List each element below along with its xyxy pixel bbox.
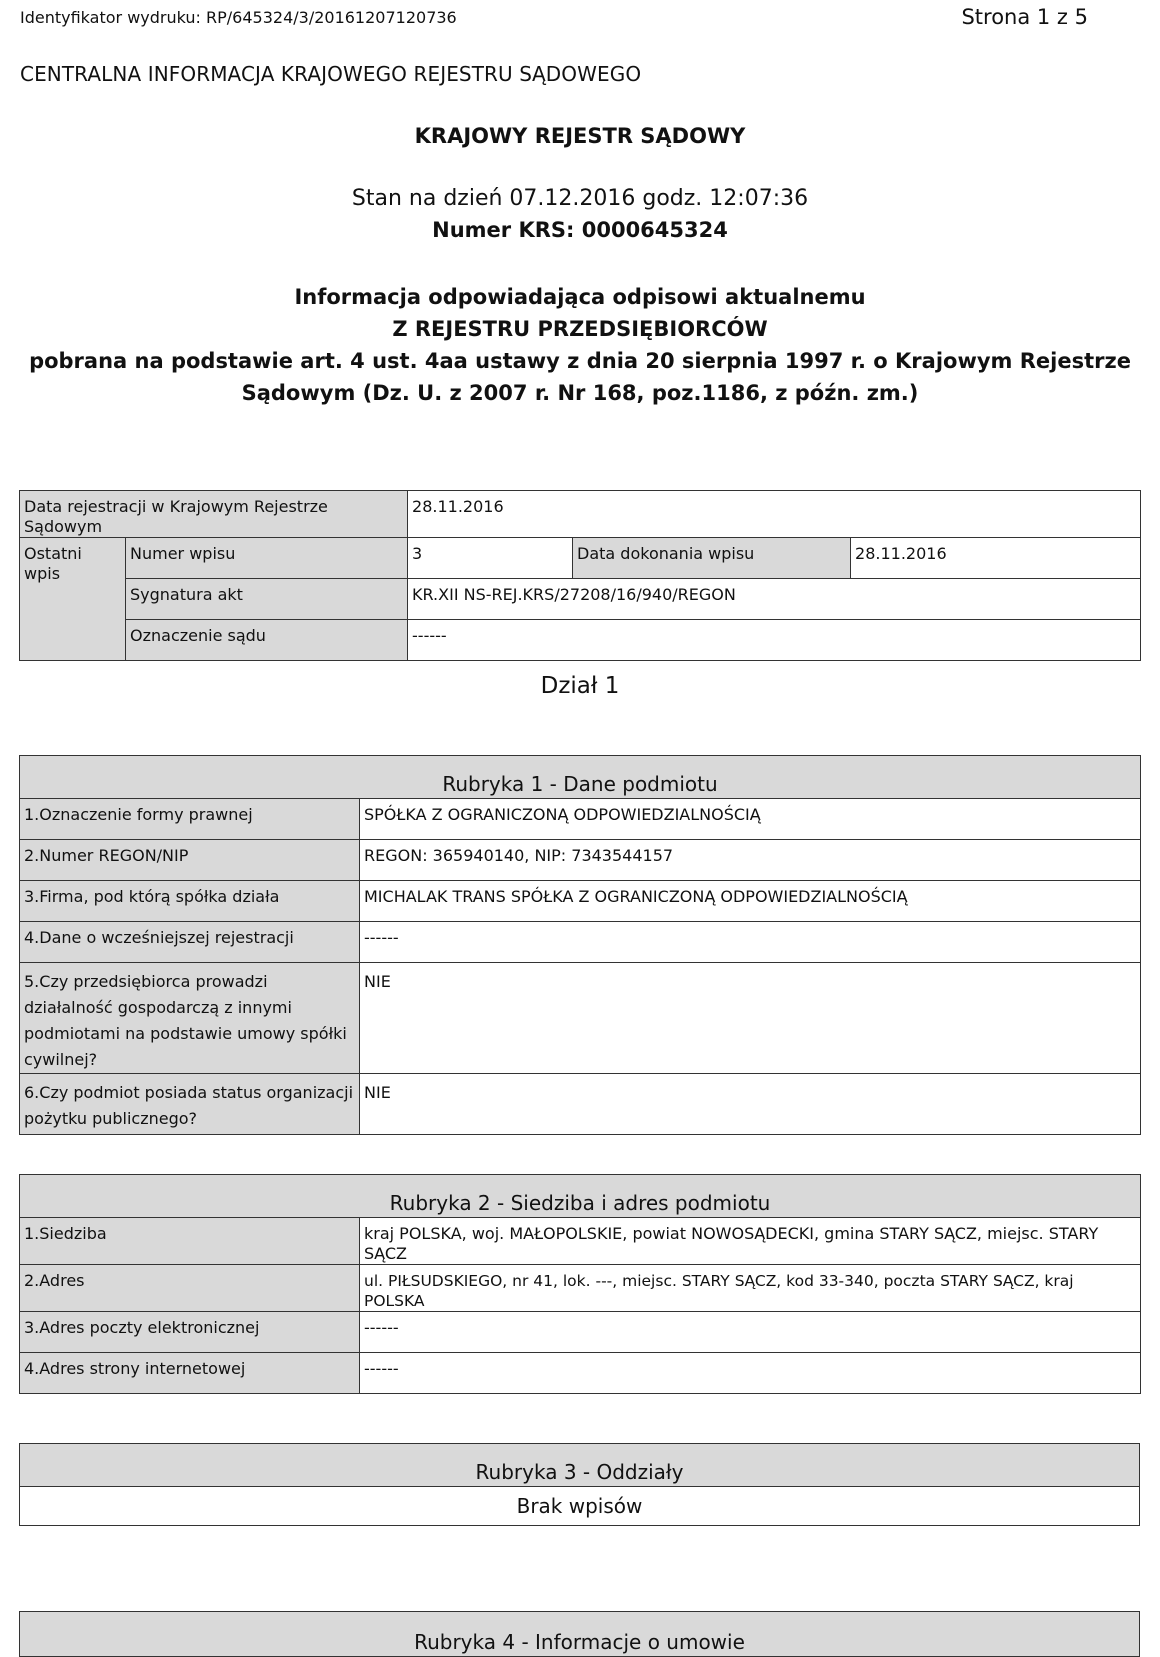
krs-number: Numer KRS: 0000645324 — [432, 218, 728, 242]
row-label: 3.Firma, pod którą spółka działa — [20, 881, 360, 922]
info-line: Informacja odpowiadająca odpisowi aktualnemu — [294, 285, 866, 309]
row-label: 3.Adres poczty elektronicznej — [20, 1312, 360, 1353]
info-line: pobrana na podstawie art. 4 ust. 4aa ustawy z dnia 20 sierpnia 1997 r. o Krajowym Rejestrze — [29, 349, 1131, 373]
info-line: Z REJESTRU PRZEDSIĘBIORCÓW — [392, 317, 768, 341]
row-value: NIE — [360, 963, 1141, 1074]
registration-date-label: Data rejestracji w Krajowym Rejestrze Sądowym — [20, 491, 408, 538]
page-number: Strona 1 z 5 — [961, 5, 1088, 29]
row-value: SPÓŁKA Z OGRANICZONĄ ODPOWIEDZIALNOŚCIĄ — [360, 799, 1141, 840]
info-block — [0, 281, 1160, 409]
rubryka-3-title: Rubryka 3 - Oddziały — [20, 1444, 1140, 1487]
row-value: ------ — [360, 1353, 1141, 1394]
state-date: Stan na dzień 07.12.2016 godz. 12:07:36 — [351, 186, 809, 211]
entry-number-label: Numer wpisu — [126, 538, 408, 579]
central-info-heading: CENTRALNA INFORMACJA KRAJOWEGO REJESTRU SĄDOWEGO — [20, 62, 642, 86]
row-label: 6.Czy podmiot posiada status organizacji pożytku publicznego? — [20, 1074, 360, 1135]
row-label: 2.Numer REGON/NIP — [20, 840, 360, 881]
entry-date-label: Data dokonania wpisu — [573, 538, 851, 579]
signature-value: KR.XII NS-REJ.KRS/27208/16/940/REGON — [408, 579, 1141, 620]
register-title: KRAJOWY REJESTR SĄDOWY — [414, 124, 746, 148]
rubryka-2-title: Rubryka 2 - Siedziba i adres podmiotu — [20, 1175, 1141, 1218]
row-value: kraj POLSKA, woj. MAŁOPOLSKIE, powiat NOWOSĄDECKI, gmina STARY SĄCZ, miejsc. STARY SĄCZ — [360, 1218, 1141, 1265]
rubryka-2-table — [19, 1174, 1141, 1394]
row-label: 4.Adres strony internetowej — [20, 1353, 360, 1394]
row-label: 5.Czy przedsiębiorca prowadzi działalność gospodarczą z innymi podmiotami na podstawie umowy spółki cywilnej? — [20, 963, 360, 1074]
rubryka-3-table — [19, 1443, 1140, 1526]
entry-number-value: 3 — [408, 538, 573, 579]
row-value: REGON: 365940140, NIP: 7343544157 — [360, 840, 1141, 881]
row-label: 1.Siedziba — [20, 1218, 360, 1265]
row-value: ------ — [360, 1312, 1141, 1353]
rubryka-1-title: Rubryka 1 - Dane podmiotu — [20, 756, 1141, 799]
row-value: NIE — [360, 1074, 1141, 1135]
info-line: Sądowym (Dz. U. z 2007 r. Nr 168, poz.1186, z późn. zm.) — [241, 381, 919, 405]
entry-date-value: 28.11.2016 — [851, 538, 1141, 579]
row-value: ------ — [360, 922, 1141, 963]
row-value: ul. PIŁSUDSKIEGO, nr 41, lok. ---, miejsc. STARY SĄCZ, kod 33-340, poczta STARY SĄCZ, kraj POLSKA — [360, 1265, 1141, 1312]
registration-date-value: 28.11.2016 — [408, 491, 1141, 538]
registration-table — [19, 490, 1141, 661]
rubryka-4-table — [19, 1611, 1140, 1657]
rubryka-1-table — [19, 755, 1141, 1135]
court-value: ------ — [408, 620, 1141, 661]
court-label: Oznaczenie sądu — [126, 620, 408, 661]
no-entries: Brak wpisów — [20, 1487, 1140, 1526]
section-heading: Dział 1 — [540, 673, 620, 699]
print-identifier: Identyfikator wydruku: RP/645324/3/20161207120736 — [20, 8, 457, 27]
last-entry-label: Ostatni wpis — [20, 538, 126, 661]
row-value: MICHALAK TRANS SPÓŁKA Z OGRANICZONĄ ODPOWIEDZIALNOŚCIĄ — [360, 881, 1141, 922]
rubryka-4-title: Rubryka 4 - Informacje o umowie — [20, 1612, 1140, 1657]
signature-label: Sygnatura akt — [126, 579, 408, 620]
row-label: 2.Adres — [20, 1265, 360, 1312]
row-label: 1.Oznaczenie formy prawnej — [20, 799, 360, 840]
row-label: 4.Dane o wcześniejszej rejestracji — [20, 922, 360, 963]
